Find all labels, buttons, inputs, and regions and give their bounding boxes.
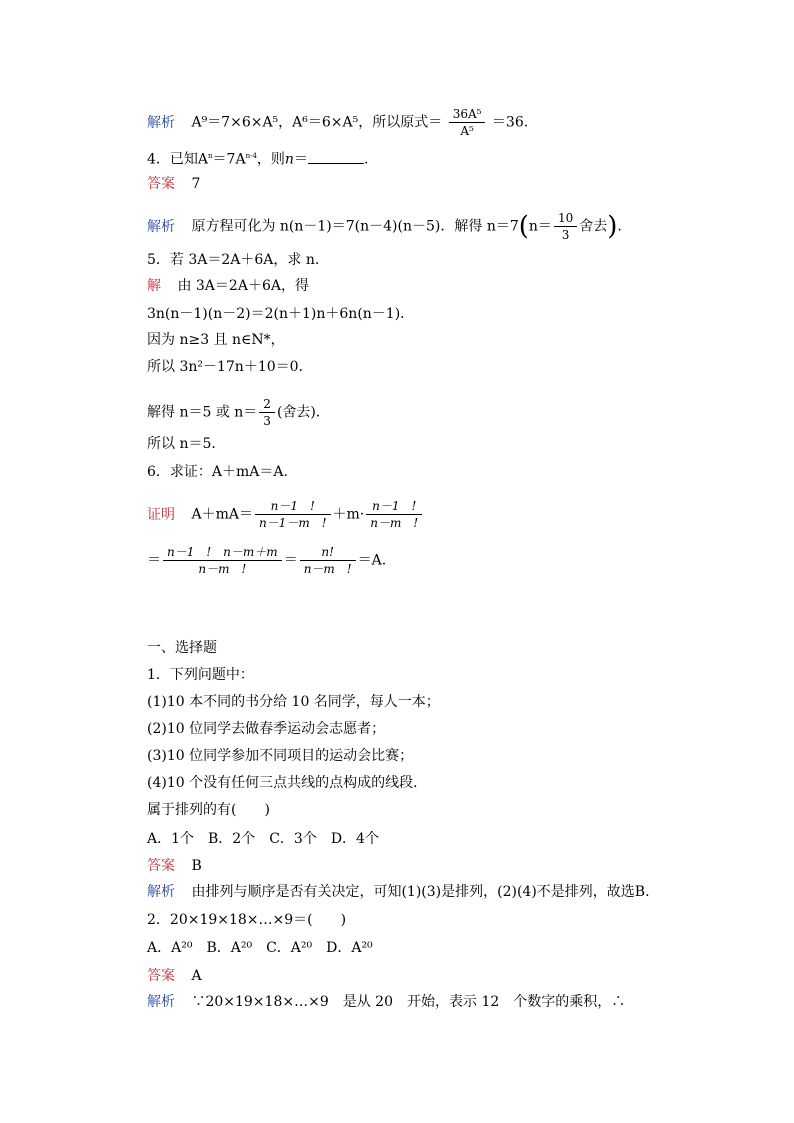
- solution-line-6: 所以 n＝5.: [147, 436, 216, 452]
- analysis-text: 由排列与顺序是否有关决定，可知(1)(3)是排列，(2)(4)不是排列，故选B.: [191, 884, 650, 900]
- analysis-label: 解析: [147, 114, 175, 131]
- solution-line-4: 所以 3n²－17n＋10＝0.: [147, 359, 303, 375]
- analysis-line-p2: [147, 992, 625, 1012]
- fraction-numerator: 36A⁵: [449, 106, 486, 123]
- fraction-denominator: n－m !: [303, 562, 352, 576]
- answer-value: A: [191, 968, 202, 984]
- answer-label: 答案: [147, 176, 175, 192]
- fraction-denominator: A⁵: [460, 124, 474, 138]
- analysis-line-p1: [147, 882, 650, 902]
- fraction: [163, 544, 282, 577]
- answer-value: 7: [191, 176, 201, 192]
- question-text: ，则: [256, 151, 285, 168]
- question-text: ＝7A: [212, 151, 246, 168]
- proof-line-2: [147, 544, 386, 577]
- solution-text: (舍去)．: [276, 404, 330, 421]
- question-text: ＝: [293, 151, 308, 168]
- answer-line-4: [147, 174, 200, 194]
- fraction-denominator: n－m !: [370, 516, 419, 530]
- fraction-denominator: 3: [263, 414, 271, 428]
- problem-1-stem: 1．下列问题中：: [147, 667, 254, 683]
- fraction: [554, 210, 577, 243]
- analysis-line-1: [147, 106, 528, 139]
- analysis-label: 解析: [147, 884, 175, 900]
- analysis-tail: ＝36.: [491, 114, 529, 131]
- question-text: 4．已知A: [147, 151, 209, 168]
- analysis-text: n＝: [528, 218, 552, 235]
- answer-line-p1: [147, 856, 202, 876]
- fraction-numerator: 2: [259, 396, 275, 413]
- problem-1-options: A．1个 B．2个 C．3个 D．4个: [147, 831, 379, 847]
- fraction: [259, 396, 275, 429]
- analysis-text: A⁹＝7×6×A⁵，A⁶＝6×A⁵，所以原式＝: [191, 114, 443, 131]
- problem-1-item: (3)10 位同学参加不同项目的运动会比赛；: [147, 748, 414, 764]
- fraction-numerator: 10: [554, 210, 577, 227]
- fraction-denominator: n－1－m !: [258, 516, 327, 530]
- fraction: [255, 498, 331, 531]
- analysis-label: 解析: [147, 994, 175, 1010]
- question-6: 6．求证：A＋mA＝A.: [147, 464, 288, 480]
- answer-label: 答案: [147, 858, 175, 874]
- analysis-text: ∵20×19×18×…×9 是从 20 开始，表示 12 个数字的乘积，∴: [191, 994, 626, 1010]
- solution-text: 由 3A＝2A＋6A，得: [177, 278, 309, 294]
- equals-sign: ＝: [283, 552, 298, 569]
- fraction-numerator: n－1 !: [366, 498, 422, 515]
- fraction: [300, 544, 356, 577]
- problem-1-question: 属于排列的有( ): [147, 802, 270, 818]
- problem-1-item: (1)10 本不同的书分给 10 名同学，每人一本；: [147, 694, 440, 710]
- proof-text: A＋mA＝: [191, 506, 253, 523]
- fraction-denominator: n－m !: [198, 562, 247, 576]
- answer-label: 答案: [147, 968, 175, 984]
- solution-line-3: 因为 n≥3 且 n∈N*，: [147, 332, 285, 348]
- problem-2-options: A．A²⁰ B．A²⁰ C．A²⁰ D．A²⁰: [147, 940, 373, 956]
- solution-line-2: 3n(n－1)(n－2)＝2(n＋1)n＋6n(n－1)．: [147, 306, 415, 322]
- fraction: [366, 498, 422, 531]
- proof-line-1: [147, 498, 424, 531]
- solution-label: 解: [147, 278, 161, 294]
- fraction-denominator: 3: [561, 228, 570, 242]
- fraction: [449, 106, 486, 139]
- problem-1-item: (4)10 个没有任何三点共线的点构成的线段．: [147, 775, 428, 791]
- analysis-line-4: 解析 原方程可化为 n(n－1)＝7(n－4)(n－5)．解得 n＝7(n＝ $\frac{10}{3}$ 舍去).: [147, 211, 622, 242]
- question-4: 4．已知$A^n=7A^{n-4}$，则n＝ .: [147, 146, 368, 170]
- solution-line-1: [147, 276, 309, 296]
- fraction-numerator: n－1 !: [255, 498, 331, 515]
- solution-line-5: [147, 396, 330, 429]
- proof-text: ＝A.: [357, 552, 387, 569]
- proof-text: ＋m·: [332, 506, 365, 523]
- equals-sign: ＝: [147, 552, 161, 569]
- analysis-text: 舍去: [579, 218, 608, 235]
- solution-text: 解得 n＝5 或 n＝: [147, 404, 258, 421]
- analysis-text: .: [617, 218, 622, 235]
- question-5: 5．若 3A＝2A＋6A，求 n.: [147, 252, 320, 268]
- answer-line-p2: [147, 966, 202, 986]
- fraction-numerator: n!: [300, 544, 356, 561]
- section-title: 一、选择题: [147, 640, 217, 656]
- problem-1-item: (2)10 位同学去做春季运动会志愿者；: [147, 721, 386, 737]
- fraction-numerator: n－1 ! n－m＋m: [163, 544, 282, 561]
- analysis-label: 解析: [147, 218, 175, 235]
- problem-2-stem: 2．20×19×18×…×9＝( ): [147, 912, 347, 928]
- proof-label: 证明: [147, 506, 175, 523]
- variable-n: n: [284, 151, 294, 168]
- answer-blank: [308, 149, 364, 164]
- answer-value: B: [191, 858, 202, 874]
- question-text: .: [363, 151, 369, 168]
- analysis-text: 原方程可化为 n(n－1)＝7(n－4)(n－5)．解得 n＝7: [191, 218, 519, 235]
